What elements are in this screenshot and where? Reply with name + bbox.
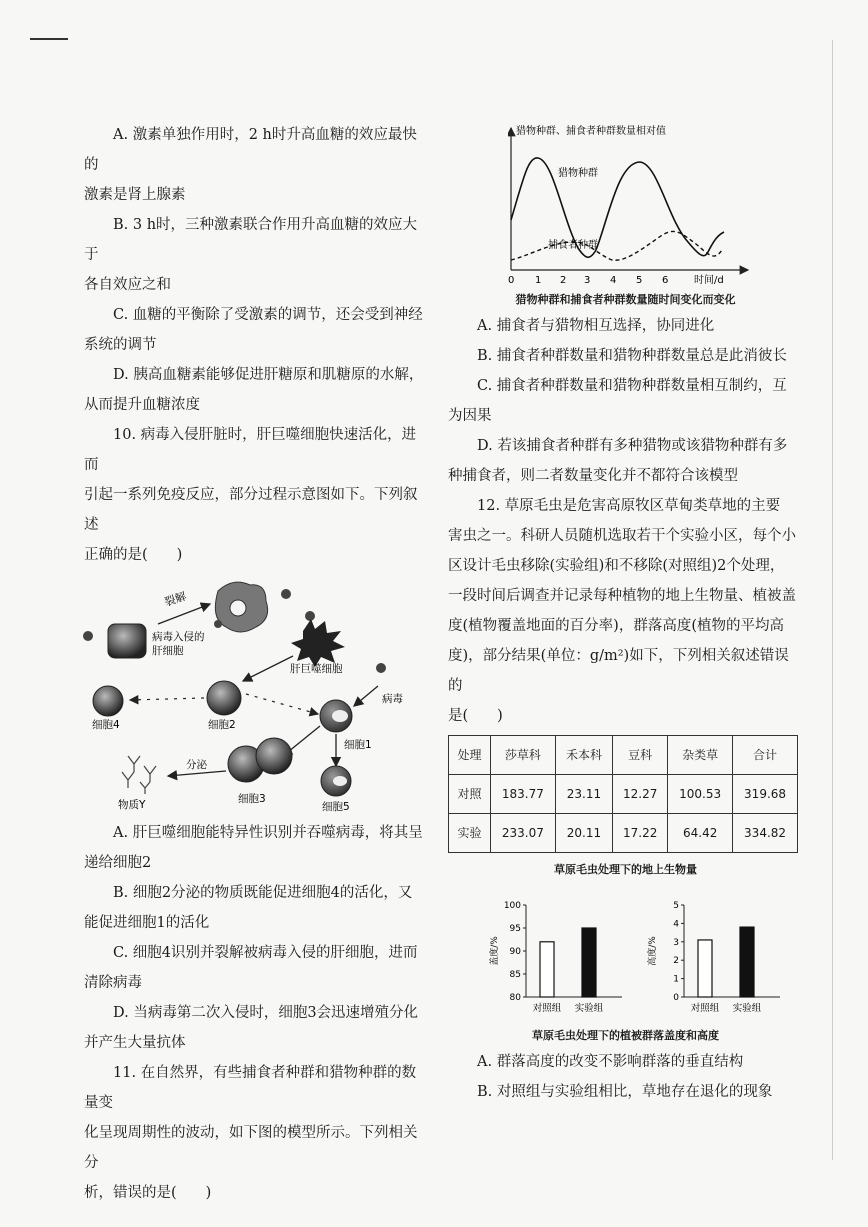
immune-process-diagram xyxy=(78,576,418,816)
y-tick-label: 2 xyxy=(673,956,679,967)
q10-stem-cont: 引起一系列免疫反应，部分过程示意图如下。下列叙述 xyxy=(84,487,418,533)
q12-stem-3: 区设计毛虫移除(实验组)和不移除(对照组)2个处理， xyxy=(448,558,785,574)
virus-to-cell1-arrow xyxy=(354,686,378,706)
q9-option-a-cont: 激素是肾上腺素 xyxy=(84,187,186,203)
table-header-cell: 处理 xyxy=(449,736,491,775)
y-tick-label: 85 xyxy=(509,970,521,980)
lysed-cell-nucleus xyxy=(230,600,246,616)
debris-dot xyxy=(281,589,291,599)
q9-option-c-cont: 系统的调节 xyxy=(84,337,157,353)
page-edge-line xyxy=(832,40,833,1160)
x-ticks xyxy=(508,275,668,285)
q11-stem-cont: 化呈现周期性的波动，如下图的模型所示。下列相关分 xyxy=(84,1125,418,1171)
table-cell: 17.22 xyxy=(613,814,668,853)
virus-dot xyxy=(83,631,93,641)
lysis-label: 裂解 xyxy=(162,589,188,609)
table-header-cell: 莎草科 xyxy=(490,736,555,775)
substance-y-antibodies xyxy=(122,756,156,794)
coverage-bar-chart xyxy=(488,897,628,1017)
left-column xyxy=(84,120,424,1208)
y-tick-label: 4 xyxy=(673,919,679,930)
x-tick-3: 3 xyxy=(584,275,591,285)
y-axis-label: 高度/% xyxy=(648,936,658,966)
prey-label: 猎物种群 xyxy=(558,168,598,179)
cell1-label: 细胞1 xyxy=(344,739,372,751)
population-chart-ylabel: 猎物种群、捕食者种群数量相对值 xyxy=(516,126,666,137)
q10-option-c: C. 细胞4识别并裂解被病毒入侵的肝细胞，进而 xyxy=(113,945,418,961)
q12-stem: 12. 草原毛虫是危害高原牧区草甸类草地的主要 xyxy=(477,498,781,514)
virus-label: 病毒 xyxy=(382,693,403,705)
table-cell: 334.82 xyxy=(733,814,798,853)
q10-option-a-cont: 递给细胞2 xyxy=(84,855,152,871)
virus-dot xyxy=(376,663,386,673)
cell5-nucleus xyxy=(333,776,347,786)
q11-option-d-cont: 种捕食者，则二者数量变化并不都符合该模型 xyxy=(448,468,738,484)
table-cell: 20.11 xyxy=(555,814,612,853)
cell4-label: 细胞4 xyxy=(92,719,120,731)
q12-stem-5: 度(植物覆盖地面的百分率)，群落高度(植物的平均高 xyxy=(448,618,784,634)
bar-experiment xyxy=(582,928,596,997)
q10-option-c-cont: 清除病毒 xyxy=(84,975,142,991)
q12-stem-6: 度)，部分结果(单位：g/m²)如下，下列相关叙述错误的 xyxy=(448,648,789,694)
q12-stem-4: 一段时间后调查并记录每种植物的地上生物量、植被盖 xyxy=(448,588,796,604)
q9-option-c: C. 血糖的平衡除了受激素的调节，还会受到神经 xyxy=(113,307,423,323)
x-category-label: 实验组 xyxy=(732,1003,762,1014)
biomass-table-caption: 草原毛虫处理下的地上生物量 xyxy=(554,863,697,876)
q12-stem-2: 害虫之一。科研人员随机选取若干个实验小区，每个小 xyxy=(448,528,796,544)
predator-label: 捕食者种群 xyxy=(548,240,598,251)
cell3-b xyxy=(256,738,292,774)
infected-liver-cell xyxy=(108,624,146,658)
q11-stem-end: 析，错误的是( ) xyxy=(84,1185,212,1201)
x-tick-4: 4 xyxy=(610,275,617,285)
x-category-label: 实验组 xyxy=(574,1003,604,1014)
right-column xyxy=(448,120,803,1107)
table-cell: 12.27 xyxy=(613,775,668,814)
macrophage-to-cell2-arrow xyxy=(243,656,293,681)
bar-experiment xyxy=(740,927,754,997)
table-cell: 64.42 xyxy=(668,814,733,853)
q12-option-b: B. 对照组与实验组相比，草地存在退化的现象 xyxy=(477,1084,773,1100)
table-cell: 100.53 xyxy=(668,775,733,814)
cell5-label: 细胞5 xyxy=(322,801,350,813)
substance-y-label: 物质Y xyxy=(118,799,146,811)
population-chart-caption: 猎物种群和捕食者种群数量随时间变化而变化 xyxy=(515,293,736,306)
q10-option-b: B. 细胞2分泌的物质既能促进细胞4的活化，又 xyxy=(113,885,413,901)
infected-liver-cell-label-1: 病毒入侵的 xyxy=(152,631,205,643)
cell4 xyxy=(93,686,123,716)
bar-control xyxy=(698,940,712,997)
q11-stem: 11. 在自然界，有些捕食者种群和猎物种群的数量变 xyxy=(84,1065,417,1111)
x-tick-2: 2 xyxy=(560,275,567,285)
debris-dot xyxy=(214,620,222,628)
q9-option-d: D. 胰高血糖素能够促进肝糖原和肌糖原的水解， xyxy=(113,367,424,383)
debris-dot xyxy=(305,611,315,621)
q11-option-b: B. 捕食者种群数量和猎物种群数量总是此消彼长 xyxy=(477,348,787,364)
population-chart-xlabel: 时间/d xyxy=(694,275,724,285)
y-tick-label: 100 xyxy=(503,901,521,911)
q11-option-c: C. 捕食者种群数量和猎物种群数量相互制约，互 xyxy=(477,378,787,394)
cell2-label: 细胞2 xyxy=(208,719,236,731)
table-header-cell: 合计 xyxy=(733,736,798,775)
table-cell: 233.07 xyxy=(490,814,555,853)
x-tick-6: 6 xyxy=(662,275,669,285)
q9-option-d-cont: 从而提升血糖浓度 xyxy=(84,397,200,413)
y-tick-label: 3 xyxy=(673,937,679,948)
table-header-cell: 禾本科 xyxy=(555,736,612,775)
x-category-label: 对照组 xyxy=(532,1003,562,1014)
biomass-table xyxy=(448,735,798,853)
secrete-arrow xyxy=(168,771,226,776)
table-cell: 实验 xyxy=(449,814,491,853)
prey-series-line xyxy=(511,158,724,257)
q11-option-a: A. 捕食者与猎物相互选择，协同进化 xyxy=(477,318,715,334)
height-bar-chart xyxy=(646,897,786,1017)
table-cell: 对照 xyxy=(449,775,491,814)
table-header-cell: 杂类草 xyxy=(668,736,733,775)
q10-stem-end: 正确的是( ) xyxy=(84,547,183,563)
x-tick-5: 5 xyxy=(636,275,643,285)
y-tick-label: 95 xyxy=(509,924,521,934)
y-tick-label: 80 xyxy=(509,993,521,1003)
y-tick-label: 90 xyxy=(509,947,521,957)
q9-option-a: A. 激素单独作用时，2 h时升高血糖的效应最快的 xyxy=(84,127,417,173)
q9-option-b-cont: 各自效应之和 xyxy=(84,277,171,293)
cell3-label: 细胞3 xyxy=(238,793,266,805)
population-chart xyxy=(508,120,798,285)
x-tick-1: 1 xyxy=(535,275,542,285)
x-tick-0: 0 xyxy=(508,275,515,285)
cell2-to-cell1-arrow xyxy=(246,694,318,714)
q10-stem: 10. 病毒入侵肝脏时，肝巨噬细胞快速活化，进而 xyxy=(84,427,417,473)
table-row xyxy=(449,775,798,814)
table-header-row xyxy=(449,736,798,775)
header-rule xyxy=(30,38,68,40)
liver-macrophage-label: 肝巨噬细胞 xyxy=(290,663,343,675)
bar-control xyxy=(540,942,554,997)
q10-option-b-cont: 能促进细胞1的活化 xyxy=(84,915,210,931)
y-axis-label: 盖度/% xyxy=(490,936,500,966)
q11-option-c-cont: 为因果 xyxy=(448,408,492,424)
y-tick-label: 1 xyxy=(673,974,679,985)
bar-charts-caption: 草原毛虫处理下的植被群落盖度和高度 xyxy=(532,1029,719,1042)
q12-option-a: A. 群落高度的改变不影响群落的垂直结构 xyxy=(477,1054,744,1070)
table-cell: 23.11 xyxy=(555,775,612,814)
secrete-label: 分泌 xyxy=(186,759,207,771)
y-tick-label: 5 xyxy=(673,901,679,911)
q10-option-d-cont: 并产生大量抗体 xyxy=(84,1035,186,1051)
table-row xyxy=(449,814,798,853)
q9-option-b: B. 3 h时，三种激素联合作用升高血糖的效应大于 xyxy=(84,217,418,263)
x-category-label: 对照组 xyxy=(690,1003,720,1014)
cell1-nucleus xyxy=(332,710,348,722)
q12-stem-7: 是( ) xyxy=(448,708,503,724)
infected-liver-cell-label-2: 肝细胞 xyxy=(152,645,184,657)
y-tick-label: 0 xyxy=(673,993,679,1003)
q10-option-a: A. 肝巨噬细胞能特异性识别并吞噬病毒，将其呈 xyxy=(113,825,423,841)
q11-option-d: D. 若该捕食者种群有多种猎物或该猎物种群有多 xyxy=(477,438,788,454)
table-cell: 183.77 xyxy=(490,775,555,814)
cell2 xyxy=(207,681,241,715)
q10-option-d: D. 当病毒第二次入侵时，细胞3会迅速增殖分化 xyxy=(113,1005,419,1021)
liver-macrophage xyxy=(291,619,345,667)
bar-charts-row xyxy=(488,897,803,1017)
cell2-to-cell4-arrow xyxy=(130,698,204,700)
table-header-cell: 豆科 xyxy=(613,736,668,775)
table-cell: 319.68 xyxy=(733,775,798,814)
